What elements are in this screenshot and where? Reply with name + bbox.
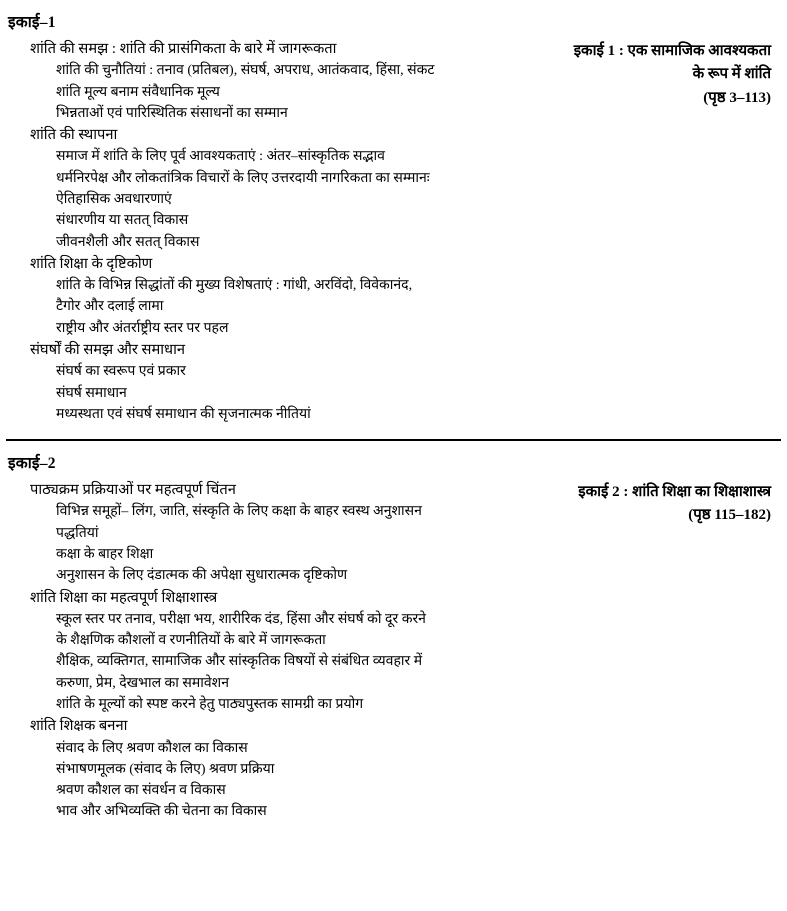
toc-entry: पाठ्यक्रम प्रक्रियाओं पर महत्वपूर्ण चिंतन [30,482,236,499]
side-title-line: इकाई 1 : एक सामाजिक आवश्यकता [573,43,771,59]
unit-heading-2: इकाई–2 [8,455,56,473]
toc-entry: शांति मूल्य बनाम संवैधानिक मूल्य [56,84,220,100]
unit-heading-1: इकाई–1 [8,14,56,31]
unit-block-1 [0,10,787,425]
toc-entry: समाज में शांति के लिए पूर्व आवश्यकताएं : अंतर–सांस्कृतिक सद्भाव [56,149,385,165]
side-title-page-range: (पृष्ठ 115–182) [688,507,771,524]
toc-entry: कक्षा के बाहर शिक्षा [56,546,154,562]
toc-entry: अनुशासन के लिए दंडात्मक की अपेक्षा सुधारात्मक दृष्टिकोण [56,568,348,584]
toc-entry: संधारणीय या सतत् विकास [56,213,189,229]
toc-entry: शांति की समझ : शांति की प्रासंगिकता के बारे में जागरूकता [30,41,337,57]
side-title-text-1 [528,40,771,110]
toc-entry: धर्मनिरपेक्ष और लोकतांत्रिक विचारों के लिए उत्तरदायी नागरिकता का सम्मानः [56,170,430,186]
toc-entry: के शैक्षणिक कौशलों व रणनीतियों के बारे में जागरूकता [56,633,326,649]
unit-block-2 [0,451,787,822]
toc-entry: ऐतिहासिक अवधारणाएं [56,192,172,208]
toc-entry: भाव और अभिव्यक्ति की चेतना का विकास [56,804,267,820]
toc-entry: शांति शिक्षक बनना [30,718,128,735]
unit-side-title-1 [528,38,777,110]
toc-entry: शांति के मूल्यों को स्पष्ट करने हेतु पाठ्यपुस्तक सामग्री का प्रयोग [56,696,364,712]
unit-side-title-2 [528,479,777,528]
toc-entry: संघर्ष समाधान [56,385,127,401]
side-title-line: इकाई 2 : शांति शिक्षा का शिक्षाशास्त्र [578,484,771,501]
toc-entry: टैगोर और दलाई लामा [56,299,164,315]
section-divider [6,439,781,441]
toc-entry: करुणा, प्रेम, देखभाल का समावेशन [56,675,229,691]
toc-entry: शांति के विभिन्न सिद्धांतों की मुख्य विशेषताएं : गांधी, अरविंदो, विवेकानंद, [56,278,413,294]
toc-entry: जीवनशैली और सतत् विकास [56,234,200,250]
toc-column-1 [8,38,528,425]
toc-entry: शांति की स्थापना [30,127,118,144]
top-spacer [0,0,787,10]
toc-entry: पद्धतियां [56,525,99,541]
toc-entry: शांति शिक्षा के दृष्टिकोण [30,255,153,272]
unit-body-2 [8,479,777,822]
toc-entry: संघर्षों की समझ और समाधान [30,341,186,358]
toc-entry: राष्ट्रीय और अंतर्राष्ट्रीय स्तर पर पहल [56,320,229,336]
toc-entry: विभिन्न समूहों– लिंग, जाति, संस्कृति के लिए कक्षा के बाहर स्वस्थ अनुशासन [56,504,422,520]
toc-entry: मध्यस्थता एवं संघर्ष समाधान की सृजनात्मक नीतियां [56,406,311,422]
toc-entry: स्कूल स्तर पर तनाव, परीक्षा भय, शारीरिक दंड, हिंसा और संघर्ष को दूर करने [56,611,426,627]
side-title-line: के रूप में शांति [692,66,771,83]
unit-body-1 [8,38,777,425]
toc-entry: शांति की चुनौतियां : तनाव (प्रतिबल), संघर्ष, अपराध, आतंकवाद, हिंसा, संकट [56,63,435,79]
side-title-page-range: (पृष्ठ 3–113) [703,89,771,106]
toc-entry: शैक्षिक, व्यक्तिगत, सामाजिक और सांस्कृतिक विषयों से संबंधित व्यवहार में [56,654,423,670]
toc-entry: संघर्ष का स्वरूप एवं प्रकार [56,364,186,380]
toc-column-2 [8,479,528,822]
side-title-text-2 [528,481,771,528]
toc-entry: संभाषणमूलक (संवाद के लिए) श्रवण प्रक्रिया [56,761,275,777]
toc-entry: संवाद के लिए श्रवण कौशल का विकास [56,740,248,756]
toc-entry: भिन्नताओं एवं पारिस्थितिक संसाधनों का सम्मान [56,105,288,121]
toc-entry: शांति शिक्षा का महत्वपूर्ण शिक्षाशास्त्र [30,589,218,606]
toc-entry: श्रवण कौशल का संवर्धन व विकास [56,783,226,799]
